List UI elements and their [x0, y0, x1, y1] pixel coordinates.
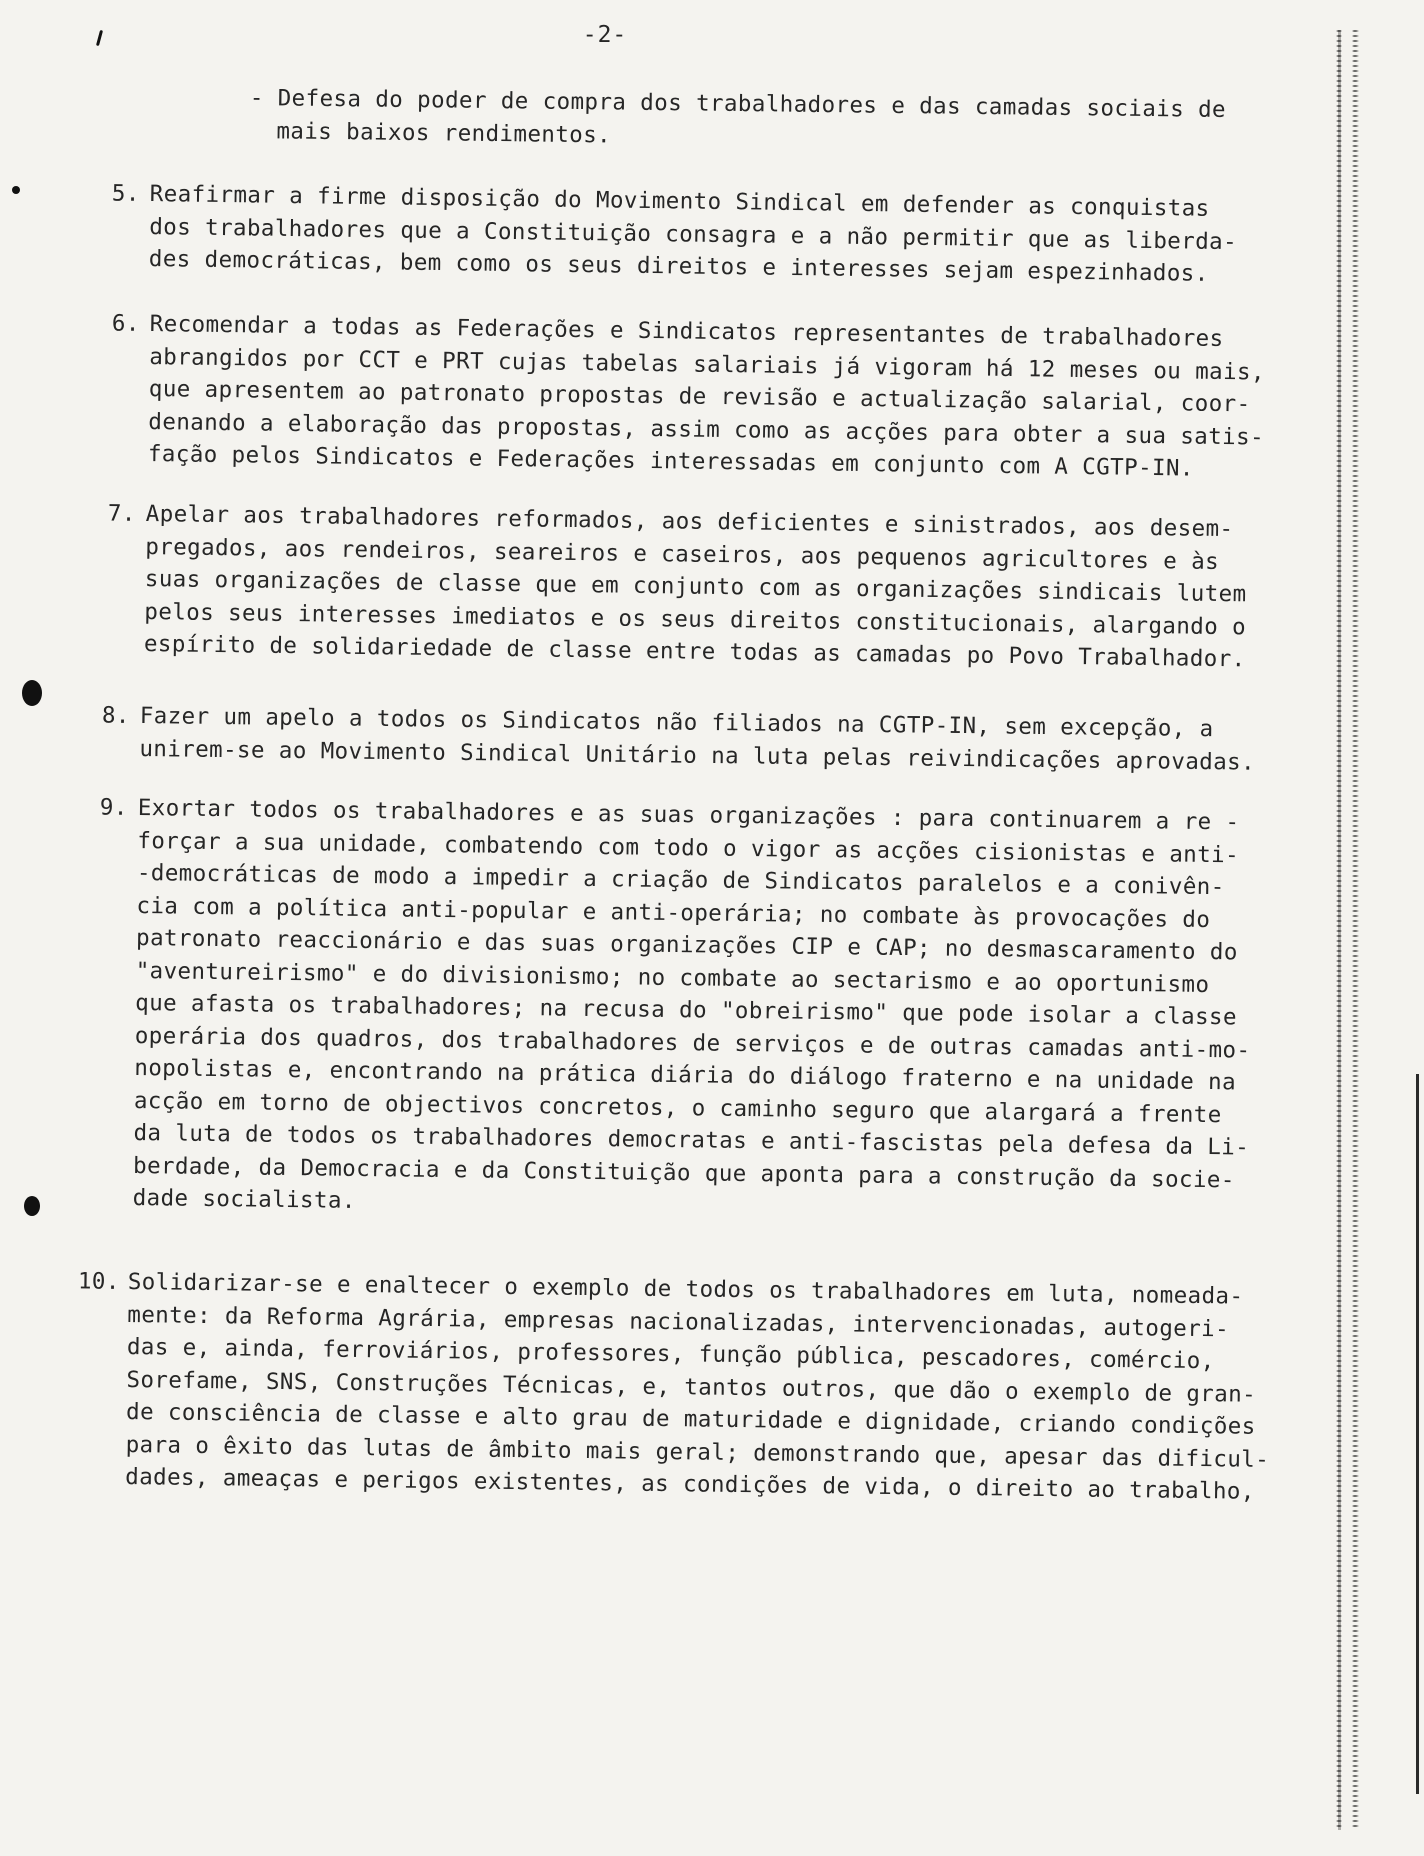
text-line: dade socialista.: [132, 1184, 356, 1214]
scan-edge-line: [1416, 1074, 1419, 1794]
scan-edge-artifact: [1324, 30, 1424, 1830]
numbered-item-6: [111, 308, 1266, 486]
text-line: das e, ainda, ferroviários, professores, função pública, pescadores, comércio,: [126, 1333, 1215, 1375]
scan-edge-line: [1338, 30, 1341, 1830]
numbered-item-5: [111, 178, 1238, 291]
text-line: dos trabalhadores que a Constituição consagra e a não permitir que as liberda-: [149, 213, 1238, 255]
text-line: patronato reaccionário e das suas organizações CIP e CAP; no desmascaramento do: [135, 924, 1238, 966]
text-line: des democráticas, bem como os seus direitos e interesses sejam espezinhados.: [148, 245, 1209, 287]
text-line: pregados, aos rendeiros, seareiros e caseiros, aos pequenos agricultores e às: [145, 533, 1220, 575]
item-number: 10.: [77, 1268, 120, 1295]
text-line: nopolistas e, encontrando na prática diária do diálogo fraterno e na unidade na: [134, 1054, 1237, 1096]
text-line: cia com a política anti-popular e anti-operária; no combate às provocações do: [136, 892, 1211, 933]
numbered-item-7: [107, 498, 1248, 676]
text-line: pelos seus interesses imediatos e os seus direitos constitucionais, alargando o: [144, 598, 1247, 640]
text-line: Recomendar a todas as Federações e Sindicatos representantes de trabalhadores: [149, 310, 1224, 352]
text-line: forçar a sua unidade, combatendo com todo o vigor as acções cisionistas e anti-: [137, 827, 1240, 868]
text-line: Exortar todos os trabalhadores e as suas organizações : para continuarem a re -: [137, 794, 1240, 836]
numbered-item-9: [99, 792, 1253, 1229]
text-line: suas organizações de classe que em conjunto com as organizações sindicais lutem: [144, 565, 1247, 608]
text-line: -democráticas de modo a impedir a criação de Sindicatos paralelos e a conivên-: [136, 859, 1225, 901]
bullet-item-defesa: [249, 82, 1226, 159]
ink-blot: [22, 680, 42, 706]
text-line: Apelar aos trabalhadores reformados, aos deficientes e sinistrados, aos desem-: [145, 500, 1234, 543]
text-line: Sorefame, SNS, Construções Técnicas, e, tantos outros, que dão o exemplo de gran-: [126, 1366, 1257, 1408]
text-line: mente: da Reforma Agrária, empresas nacionalizadas, intervencionadas, autogeri-: [127, 1301, 1230, 1342]
text-line: para o êxito das lutas de âmbito mais geral; demonstrando que, apesar das dificul-: [125, 1431, 1270, 1473]
text-line: Solidarizar-se e enaltecer o exemplo de todos os trabalhadores em luta, nomeada-: [127, 1268, 1244, 1310]
text-line: da luta de todos os trabalhadores democratas e anti-fascistas pela defesa da Li-: [133, 1119, 1250, 1161]
text-line: "aventureirismo" e do divisionismo; no combate ao sectarismo e ao oportunismo: [135, 957, 1210, 998]
numbered-item-10: [77, 1266, 1271, 1508]
text-line: Reafirmar a firme disposição do Movimento Sindical em defender as conquistas: [149, 180, 1210, 222]
item-number: 7.: [107, 500, 136, 527]
text-line: denando a elaboração das propostas, assim como as acções para obter a sua satis-: [148, 408, 1265, 451]
ink-blot: [24, 1196, 40, 1216]
text-line: mais baixos rendimentos.: [276, 117, 612, 148]
text-line: espírito de solidariedade de classe entre todas as camadas po Povo Trabalhador.: [143, 630, 1246, 673]
text-line: fação pelos Sindicatos e Federações interessadas em conjunto com A CGTP-IN.: [147, 440, 1195, 482]
text-line: de consciência de classe e alto grau de maturidade e dignidade, criando condições: [125, 1398, 1256, 1440]
item-number: 9.: [99, 794, 128, 821]
text-line: que afasta os trabalhadores; na recusa do "obreirismo" que pode isolar a classe: [135, 989, 1238, 1031]
text-line: dades, ameaças e perigos existentes, as condições de vida, o direito ao trabalho,: [125, 1463, 1255, 1505]
text-line: abrangidos por CCT e PRT cujas tabelas salariais já vigoram há 12 meses ou mais,: [149, 343, 1266, 386]
numbered-item-8: [101, 700, 1256, 779]
text-line: berdade, da Democracia e da Constituição que aponta para a construção da socie-: [132, 1152, 1235, 1193]
ink-blot: [12, 186, 20, 194]
item-number: 6.: [111, 310, 140, 337]
page-number: -2-: [582, 22, 628, 48]
item-number: 8.: [101, 702, 130, 729]
text-line: operária dos quadros, dos trabalhadores de serviços e de outras camadas anti-mo-: [134, 1022, 1251, 1064]
text-line: unirem-se ao Movimento Sindical Unitário na luta pelas reivindicações aprovadas.: [139, 735, 1256, 776]
text-line: acção em torno de objectivos concretos, o caminho seguro que alargará a frente: [133, 1087, 1222, 1128]
text-line: que apresentem ao patronato propostas de revisão e actualização salarial, coor-: [148, 375, 1251, 418]
item-number: 5.: [111, 180, 140, 207]
text-line: - Defesa do poder de compra dos trabalhadores e das camadas sociais de: [249, 84, 1227, 123]
text-line: Fazer um apelo a todos os Sindicatos não filiados na CGTP-IN, sem excepção, a: [139, 702, 1214, 743]
